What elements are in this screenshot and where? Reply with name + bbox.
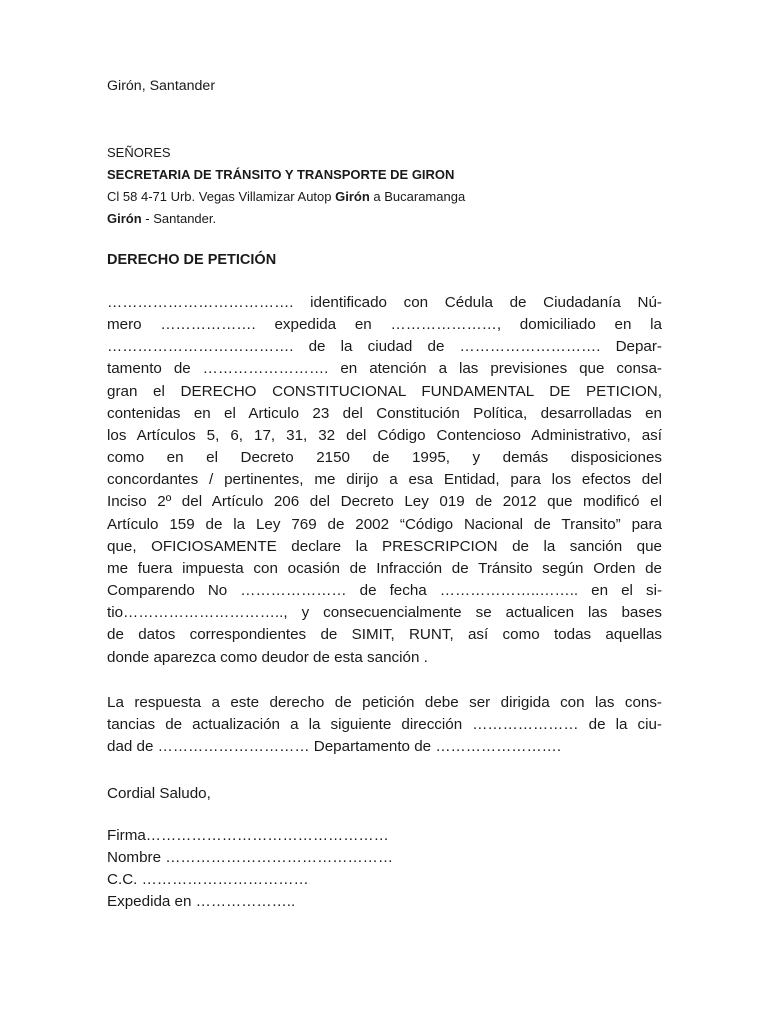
body-line: los Artículos 5, 6, 17, 31, 32 del Código Contencioso Administrativo, así bbox=[107, 426, 662, 444]
recipient-salutation: SEÑORES bbox=[107, 145, 171, 160]
recipient-organization: SECRETARIA DE TRÁNSITO Y TRANSPORTE DE GIRON bbox=[107, 167, 455, 182]
body-line: Artículo 159 de la Ley 769 de 2002 “Código Nacional de Transito” para bbox=[107, 515, 662, 533]
signature-nombre: Nombre ……………………………………… bbox=[107, 849, 394, 867]
body-line: tamento de ……………………. en atención a las previsiones que consa- bbox=[107, 360, 662, 378]
body-line: mero ………………. expedida en …………………, domiciliado en la bbox=[107, 316, 662, 334]
signature-block bbox=[107, 825, 662, 914]
body-line: Inciso 2º del Artículo 206 del Decreto Ley 019 de 2012 que modificó el bbox=[107, 493, 662, 511]
address-city-bold: Girón bbox=[335, 189, 370, 204]
response-line: tancias de actualización a la siguiente dirección ………………… de la ciu- bbox=[107, 716, 662, 734]
body-line: de datos correspondientes de SIMIT, RUNT, así como todas aquellas bbox=[107, 626, 662, 644]
body-line: gran el DERECHO CONSTITUCIONAL FUNDAMENTAL DE PETICION, bbox=[107, 382, 662, 400]
response-paragraph bbox=[107, 692, 662, 758]
signature-firma: Firma………………………………………… bbox=[107, 827, 389, 844]
body-line: que, OFICIOSAMENTE declare la PRESCRIPCION de la sanción que bbox=[107, 537, 662, 555]
address-text-1: Cl 58 4-71 Urb. Vegas Villamizar Autop bbox=[107, 189, 336, 204]
body-line: ………………………………. de la ciudad de ………………………. Depar- bbox=[107, 338, 662, 356]
closing: Cordial Saludo, bbox=[107, 785, 211, 802]
response-line: dad de ………………………… Departamento de ……………………. bbox=[107, 738, 562, 756]
address-text-2: a Bucaramanga bbox=[369, 189, 466, 204]
document-title: DERECHO DE PETICIÓN bbox=[107, 252, 277, 268]
body-line: ………………………………. identificado con Cédula de Ciudadanía Nú- bbox=[107, 294, 662, 311]
response-line: La respuesta a este derecho de petición debe ser dirigida con las cons- bbox=[107, 694, 662, 711]
body-paragraph bbox=[107, 292, 662, 669]
body-line: me fuera impuesta con ocasión de Infracción de Tránsito según Orden de bbox=[107, 559, 662, 577]
city-rest: - Santander. bbox=[141, 211, 217, 226]
recipient-address bbox=[107, 186, 662, 208]
place-date: Girón, Santander bbox=[107, 78, 216, 94]
body-line: donde aparezca como deudor de esta sanción . bbox=[107, 648, 428, 666]
signature-cc: C.C. …………………………… bbox=[107, 871, 309, 889]
body-line: Comparendo No ………………… de fecha ………………..…….. en el si- bbox=[107, 582, 662, 600]
recipient-city bbox=[107, 208, 662, 230]
body-line: concordantes / pertinentes, me dirijo a esa Entidad, para los efectos del bbox=[107, 471, 662, 489]
signature-expedida: Expedida en ……………….. bbox=[107, 893, 296, 911]
city-bold: Girón bbox=[107, 211, 142, 226]
body-line: contenidas en el Articulo 23 del Constitución Política, desarrolladas en bbox=[107, 404, 662, 422]
body-line: tio………………………….., y consecuencialmente se actualicen las bases bbox=[107, 604, 662, 622]
body-line: como en el Decreto 2150 de 1995, y demás disposiciones bbox=[107, 449, 662, 467]
